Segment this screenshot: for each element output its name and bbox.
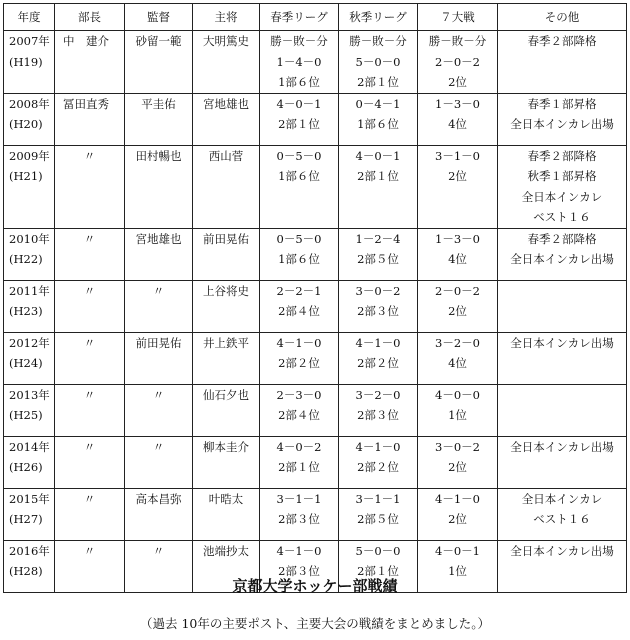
shusho-cell-line: 池端抄太	[203, 543, 249, 558]
spring-league-cell-line: 1部６位	[278, 252, 320, 266]
table-row	[4, 31, 627, 94]
spring-league-cell-line: 3－1－1	[276, 491, 322, 506]
autumn-league-cell-line: 4－1－0	[355, 439, 401, 454]
kantoku-cell	[125, 280, 193, 332]
year-cell-line: (H24)	[9, 356, 43, 370]
shusho-cell-line: 柳本圭介	[203, 439, 249, 454]
seven-univ-cell-line: 2位	[448, 460, 467, 474]
seven-univ-cell	[418, 280, 498, 332]
shusho-cell-line: 叶晧太	[208, 491, 244, 506]
header-kantoku: 監督	[125, 4, 193, 31]
shusho-cell-line: 大明篤史	[203, 34, 249, 48]
shusho-cell-line: 前田晃佑	[203, 231, 249, 246]
shusho-cell	[193, 228, 260, 280]
other-cell	[498, 384, 627, 436]
year-cell-line: (H25)	[9, 408, 43, 422]
spring-league-cell-line: 勝－敗－分	[270, 34, 328, 48]
autumn-league-cell-line: 3－1－1	[355, 491, 401, 506]
spring-league-cell	[260, 228, 339, 280]
spring-league-cell-line: 4－1－0	[276, 335, 322, 350]
autumn-league-cell	[339, 145, 418, 228]
seven-univ-cell-line: 2－0－2	[435, 54, 480, 69]
autumn-league-cell	[339, 228, 418, 280]
other-cell-line: 全日本インカレ出場	[510, 335, 614, 350]
autumn-league-cell-line: 4－1－0	[355, 335, 401, 350]
year-cell	[4, 145, 55, 228]
autumn-league-cell-line: 5－0－0	[355, 54, 401, 69]
bucho-cell	[55, 436, 125, 488]
spring-league-cell	[260, 384, 339, 436]
spring-league-cell-line: 0－5－0	[276, 231, 322, 246]
year-cell-line: 2010年	[9, 231, 50, 246]
spring-league-cell-line: 2部４位	[278, 304, 320, 318]
year-cell	[4, 436, 55, 488]
kantoku-cell-line: 〃	[152, 439, 165, 454]
table-row	[4, 93, 627, 145]
autumn-league-cell-line: 0－4－1	[355, 96, 401, 111]
other-cell-line: ベスト１６	[533, 210, 591, 224]
kantoku-cell-line: 田村暢也	[135, 148, 182, 163]
spring-league-cell-line: 2－2－1	[276, 283, 322, 298]
spring-league-cell-line: 4－0－1	[276, 96, 322, 111]
year-cell-line: (H27)	[9, 512, 43, 526]
autumn-league-cell-line: 2部５位	[357, 512, 399, 526]
bucho-cell-line: 〃	[83, 439, 96, 454]
other-cell-line: 全日本インカレ出場	[510, 117, 614, 131]
bucho-cell-line: 〃	[83, 335, 96, 350]
autumn-league-cell-line: 2部１位	[357, 564, 399, 578]
seven-univ-cell-line: 2位	[448, 304, 467, 318]
other-cell	[498, 31, 627, 94]
year-cell	[4, 93, 55, 145]
kantoku-cell	[125, 384, 193, 436]
bucho-cell-line: 冨田直秀	[63, 96, 109, 111]
other-cell-line: ベスト１６	[533, 512, 591, 526]
autumn-league-cell	[339, 93, 418, 145]
seven-univ-cell-line: 2－0－2	[435, 283, 480, 298]
other-cell	[498, 332, 627, 384]
autumn-league-cell	[339, 436, 418, 488]
header-spring-league: 春季リーグ	[260, 4, 339, 31]
spring-league-cell-line: 2部２位	[278, 356, 320, 370]
spring-league-cell-line: 2部４位	[278, 408, 320, 422]
autumn-league-cell-line: 3－2－0	[355, 387, 401, 402]
other-cell	[498, 228, 627, 280]
other-cell-line: 春季１部昇格	[527, 96, 597, 111]
kantoku-cell-line: 〃	[152, 283, 165, 298]
shusho-cell	[193, 332, 260, 384]
spring-league-cell-line: 1部６位	[278, 75, 320, 89]
seven-univ-cell-line: 4－0－1	[435, 543, 480, 558]
seven-univ-cell	[418, 228, 498, 280]
shusho-cell	[193, 384, 260, 436]
kantoku-cell-line: 前田晃佑	[135, 335, 182, 350]
table-row	[4, 436, 627, 488]
autumn-league-cell-line: 3－0－2	[355, 283, 401, 298]
header-year: 年度	[4, 4, 55, 31]
autumn-league-cell-line: 2部５位	[357, 252, 399, 266]
seven-univ-cell-line: 勝－敗－分	[428, 34, 487, 48]
table-row	[4, 145, 627, 228]
spring-league-cell	[260, 145, 339, 228]
spring-league-cell-line: 1部６位	[278, 169, 320, 183]
year-cell-line: (H26)	[9, 460, 43, 474]
seven-univ-cell	[418, 436, 498, 488]
autumn-league-cell	[339, 31, 418, 94]
kantoku-cell	[125, 332, 193, 384]
seven-univ-cell-line: 3－1－0	[435, 148, 480, 163]
autumn-league-cell-line: 1－2－4	[355, 231, 401, 246]
autumn-league-cell	[339, 384, 418, 436]
year-cell-line: (H28)	[9, 564, 43, 578]
spring-league-cell-line: 2部３位	[278, 512, 320, 526]
bucho-cell-line: 〃	[83, 148, 96, 163]
results-table	[3, 3, 627, 593]
bucho-cell-line: 〃	[83, 231, 96, 246]
shusho-cell-line: 井上鉄平	[203, 335, 249, 350]
header-row	[4, 4, 627, 31]
bucho-cell	[55, 145, 125, 228]
year-cell	[4, 384, 55, 436]
seven-univ-cell-line: 2位	[448, 75, 467, 89]
seven-univ-cell-line: 1位	[448, 408, 467, 422]
spring-league-cell-line: 4－0－2	[276, 439, 322, 454]
spring-league-cell-line: 2－3－0	[276, 387, 322, 402]
seven-univ-cell-line: 1－3－0	[435, 96, 480, 111]
spring-league-cell-line: 2部３位	[278, 564, 320, 578]
autumn-league-cell-line: 4－0－1	[355, 148, 401, 163]
page-title: 京都大学ホッケー部戦績	[232, 577, 398, 595]
other-cell-line: 全日本インカレ	[521, 491, 603, 506]
table-body	[4, 31, 627, 593]
year-cell-line: (H19)	[9, 54, 43, 69]
other-cell	[498, 93, 627, 145]
bucho-cell-line: 〃	[83, 283, 96, 298]
autumn-league-cell-line: 2部２位	[357, 356, 399, 370]
seven-univ-cell-line: 4位	[448, 117, 467, 131]
kantoku-cell	[125, 228, 193, 280]
year-cell-line: (H23)	[9, 304, 43, 318]
year-cell-line: 2014年	[9, 439, 50, 454]
spring-league-cell	[260, 93, 339, 145]
autumn-league-cell-line: 2部３位	[357, 304, 399, 318]
other-cell-line: 全日本インカレ出場	[510, 543, 614, 558]
shusho-cell	[193, 436, 260, 488]
bucho-cell-line: 〃	[83, 543, 96, 558]
table-row	[4, 280, 627, 332]
other-cell	[498, 488, 627, 540]
year-cell-line: 2009年	[9, 148, 50, 163]
spring-league-cell-line: 2部１位	[278, 460, 320, 474]
bucho-cell	[55, 384, 125, 436]
year-cell-line: 2011年	[9, 283, 50, 298]
shusho-cell	[193, 145, 260, 228]
spring-league-cell-line: 2部１位	[278, 117, 320, 131]
seven-univ-cell-line: 1－3－0	[435, 231, 480, 246]
year-cell-line: 2012年	[9, 335, 50, 350]
seven-univ-cell-line: 3－0－2	[435, 439, 480, 454]
seven-univ-cell	[418, 384, 498, 436]
kantoku-cell	[125, 145, 193, 228]
kantoku-cell	[125, 93, 193, 145]
year-cell	[4, 280, 55, 332]
bucho-cell-line: 〃	[83, 387, 96, 402]
autumn-league-cell-line: 2部１位	[357, 75, 399, 89]
year-cell-line: (H21)	[9, 169, 43, 183]
table-row	[4, 228, 627, 280]
autumn-league-cell-line: 勝－敗－分	[349, 34, 407, 48]
spring-league-cell	[260, 488, 339, 540]
other-cell-line: 全日本インカレ出場	[510, 439, 614, 454]
bucho-cell	[55, 228, 125, 280]
kantoku-cell-line: 〃	[152, 543, 165, 558]
seven-univ-cell	[418, 488, 498, 540]
autumn-league-cell-line: 2部１位	[357, 169, 399, 183]
shusho-cell	[193, 31, 260, 94]
year-cell-line: 2016年	[9, 543, 50, 558]
other-cell	[498, 280, 627, 332]
other-cell	[498, 145, 627, 228]
caption: （過去 10年の主要ポスト、主要大会の戦績をまとめました。）	[139, 616, 490, 631]
seven-univ-cell	[418, 31, 498, 94]
header-other: その他	[498, 4, 627, 31]
bucho-cell	[55, 280, 125, 332]
seven-univ-cell	[418, 332, 498, 384]
kantoku-cell-line: 宮地雄也	[135, 231, 182, 246]
bucho-cell	[55, 488, 125, 540]
table-row	[4, 488, 627, 540]
seven-univ-cell-line: 4－1－0	[435, 491, 480, 506]
year-cell	[4, 332, 55, 384]
shusho-cell-line: 宮地雄也	[203, 96, 249, 111]
seven-univ-cell-line: 1位	[448, 564, 467, 578]
year-cell-line: 2008年	[9, 96, 50, 111]
bucho-cell	[55, 31, 125, 94]
shusho-cell-line: 西山菅	[208, 148, 244, 163]
spring-league-cell-line: 0－5－0	[276, 148, 322, 163]
spring-league-cell-line: 4－1－0	[276, 543, 322, 558]
spring-league-cell	[260, 436, 339, 488]
other-cell-line: 春季２部降格	[527, 148, 597, 163]
kantoku-cell-line: 砂留一範	[135, 34, 182, 48]
autumn-league-cell	[339, 332, 418, 384]
bucho-cell-line: 〃	[83, 491, 96, 506]
spring-league-cell	[260, 332, 339, 384]
shusho-cell	[193, 488, 260, 540]
header-seven-univ: ７大戦	[418, 4, 498, 31]
autumn-league-cell-line: 5－0－0	[355, 543, 401, 558]
kantoku-cell	[125, 31, 193, 94]
seven-univ-cell-line: 4位	[448, 252, 467, 266]
other-cell-line: 秋季１部昇格	[527, 169, 597, 183]
other-cell	[498, 436, 627, 488]
spring-league-cell	[260, 31, 339, 94]
other-cell-line: 全日本インカレ	[521, 189, 603, 204]
year-cell-line: (H22)	[9, 252, 43, 266]
year-cell-line: 2015年	[9, 491, 50, 506]
bucho-cell	[55, 332, 125, 384]
autumn-league-cell-line: 2部３位	[357, 408, 399, 422]
autumn-league-cell	[339, 488, 418, 540]
seven-univ-cell-line: 4位	[448, 356, 467, 370]
header-autumn-league: 秋季リーグ	[339, 4, 418, 31]
year-cell-line: 2007年	[9, 34, 50, 48]
header-bucho: 部長	[55, 4, 125, 31]
seven-univ-cell-line: 4－0－0	[435, 387, 480, 402]
other-cell-line: 春季２部降格	[527, 231, 597, 246]
kantoku-cell-line: 高本昌弥	[135, 491, 182, 506]
seven-univ-cell	[418, 93, 498, 145]
spring-league-cell	[260, 280, 339, 332]
other-cell-line: 全日本インカレ出場	[510, 252, 614, 266]
kantoku-cell	[125, 436, 193, 488]
spring-league-cell-line: 1－4－0	[276, 54, 322, 69]
seven-univ-cell-line: 3－2－0	[435, 335, 480, 350]
table-row	[4, 384, 627, 436]
seven-univ-cell	[418, 145, 498, 228]
kantoku-cell	[125, 488, 193, 540]
autumn-league-cell-line: 2部２位	[357, 460, 399, 474]
other-cell-line: 春季２部降格	[527, 34, 597, 48]
kantoku-cell-line: 平圭佑	[141, 96, 176, 111]
year-cell-line: (H20)	[9, 117, 43, 131]
table-row	[4, 332, 627, 384]
autumn-league-cell-line: 1部６位	[357, 117, 399, 131]
year-cell	[4, 31, 55, 94]
year-cell	[4, 228, 55, 280]
kantoku-cell-line: 〃	[152, 387, 165, 402]
seven-univ-cell-line: 2位	[448, 169, 467, 183]
shusho-cell-line: 上谷将史	[203, 283, 249, 298]
bucho-cell-line: 中 建介	[63, 34, 109, 48]
bucho-cell	[55, 93, 125, 145]
header-shusho: 主将	[193, 4, 260, 31]
year-cell-line: 2013年	[9, 387, 50, 402]
shusho-cell	[193, 280, 260, 332]
shusho-cell	[193, 93, 260, 145]
year-cell	[4, 488, 55, 540]
shusho-cell-line: 仙石夕也	[203, 387, 249, 402]
autumn-league-cell	[339, 280, 418, 332]
seven-univ-cell-line: 2位	[448, 512, 467, 526]
